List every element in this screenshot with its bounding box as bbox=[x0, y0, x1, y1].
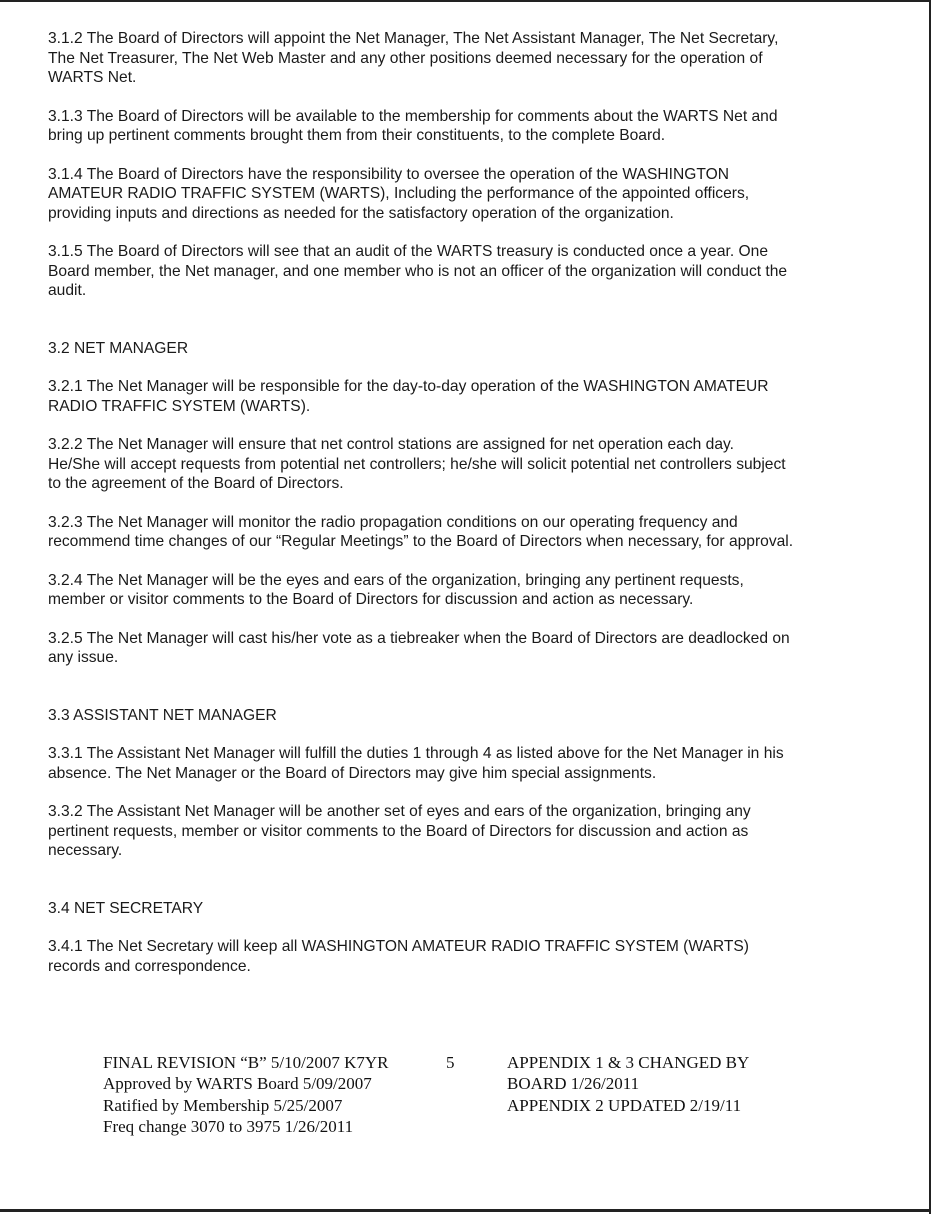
paragraph-3-1-3: 3.1.3 The Board of Directors will be available to the membership for comments about the WARTS Net and bring up pertinent comments brought them from their constituents, to the complete Board. bbox=[48, 107, 778, 144]
paragraph-3-1-2: 3.1.2 The Board of Directors will appoint the Net Manager, The Net Assistant Manager, The Net Secretary, The Net Treasurer, The Net Web Master and any other positions deemed necessary for the operation of WARTS Net. bbox=[48, 30, 779, 86]
paragraph-3-2-4: 3.2.4 The Net Manager will be the eyes and ears of the organization, bringing any pertinent requests, member or visitor comments to the Board of Directors for discussion and action as necessary. bbox=[48, 571, 744, 608]
bottom-border bbox=[0, 1209, 931, 1212]
paragraph-3-2-3: 3.2.3 The Net Manager will monitor the radio propagation conditions on our operating frequency and recommend time changes of our “Regular Meetings” to the Board of Directors when necessary, for approval. bbox=[48, 513, 794, 550]
heading-assistant-net-manager: 3.3 ASSISTANT NET MANAGER bbox=[48, 706, 277, 724]
paragraph-3-3-1: 3.3.1 The Assistant Net Manager will fulfill the duties 1 through 4 as listed above for the Net Manager in his absence. The Net Manager or the Board of Directors may give him special assignments. bbox=[48, 745, 784, 782]
paragraph-3-2-5: 3.2.5 The Net Manager will cast his/her vote as a tiebreaker when the Board of Directors are deadlocked on any issue. bbox=[48, 629, 790, 666]
footer-revision-info: FINAL REVISION “B” 5/10/2007 K7YR Approved by WARTS Board 5/09/2007 Ratified by Membership 5/25/2007 Freq change 3070 to 3975 1/26/2011 bbox=[103, 1053, 389, 1136]
heading-net-manager: 3.2 NET MANAGER bbox=[48, 339, 189, 357]
footer-appendix-info: APPENDIX 1 & 3 CHANGED BY BOARD 1/26/2011 APPENDIX 2 UPDATED 2/19/11 bbox=[507, 1053, 750, 1115]
paragraph-3-4-1: 3.4.1 The Net Secretary will keep all WASHINGTON AMATEUR RADIO TRAFFIC SYSTEM (WARTS) records and correspondence. bbox=[48, 938, 749, 975]
paragraph-3-2-1: 3.2.1 The Net Manager will be responsible for the day-to-day operation of the WASHINGTON AMATEUR RADIO TRAFFIC SYSTEM (WARTS). bbox=[48, 378, 769, 415]
paragraph-3-1-5: 3.1.5 The Board of Directors will see that an audit of the WARTS treasury is conducted once a year. One Board member, the Net manager, and one member who is not an officer of the organization will conduct the audit. bbox=[48, 243, 788, 299]
paragraph-3-2-2: 3.2.2 The Net Manager will ensure that net control stations are assigned for net operation each day. He/She will accept requests from potential net controllers; he/she will solicit potential net controllers subject to the agreement of the Board of Directors. bbox=[48, 436, 786, 492]
right-border bbox=[929, 0, 931, 1214]
top-border bbox=[0, 0, 930, 2]
paragraph-3-3-2: 3.3.2 The Assistant Net Manager will be another set of eyes and ears of the organization, bringing any pertinent requests, member or visitor comments to the Board of Directors for discussion and action as necessary. bbox=[48, 803, 751, 859]
document-body bbox=[48, 29, 898, 995]
paragraph-3-1-4: 3.1.4 The Board of Directors have the responsibility to oversee the operation of the WASHINGTON AMATEUR RADIO TRAFFIC SYSTEM (WARTS), Including the performance of the appointed officers, providing inputs and directions as needed for the satisfactory operation of the organization. bbox=[48, 165, 750, 222]
page-number: 5 bbox=[446, 1053, 455, 1072]
heading-net-secretary: 3.4 NET SECRETARY bbox=[48, 899, 204, 917]
